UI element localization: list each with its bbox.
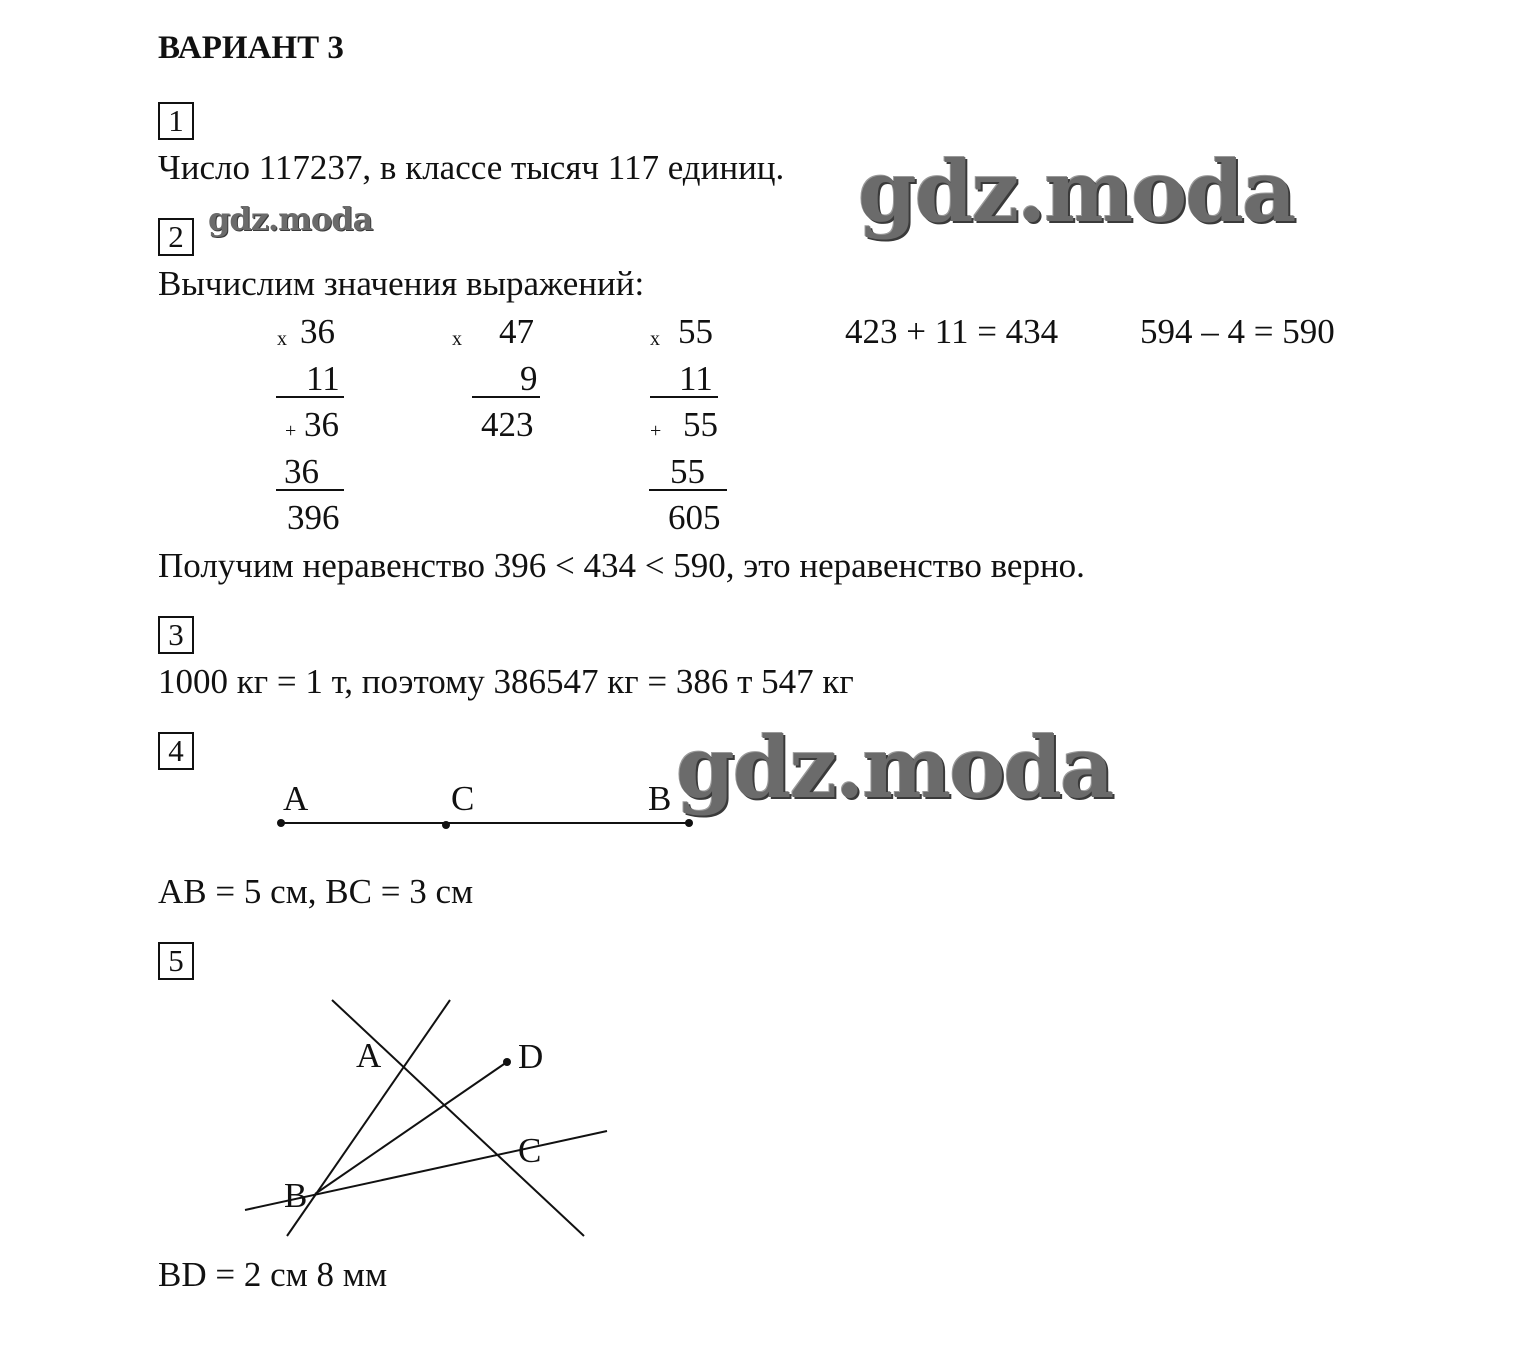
col1-multiplier: 11 xyxy=(306,359,340,398)
multiply-sign: x xyxy=(650,328,660,350)
task-2-conclusion: Получим неравенство 396 < 434 < 590, это неравенство верно. xyxy=(158,546,1085,585)
label-c: C xyxy=(451,779,475,818)
watermark-top: gdz.moda xyxy=(858,142,1295,241)
col2-result: 423 xyxy=(481,405,534,444)
label-d: D xyxy=(518,1037,544,1076)
point-d xyxy=(503,1058,511,1066)
multiply-sign: x xyxy=(452,328,462,350)
col2-multiplier: 9 xyxy=(520,359,538,398)
watermark-middle: gdz.moda xyxy=(676,718,1113,817)
task-2-intro: Вычислим значения выражений: xyxy=(158,264,645,303)
plus-sign: + xyxy=(285,420,297,442)
col3-partial-2: 55 xyxy=(670,452,705,491)
col1-multiplicand: 36 xyxy=(300,312,335,351)
col3-multiplier: 11 xyxy=(679,359,713,398)
col3-multiplicand: 55 xyxy=(678,312,713,351)
task-3-text: 1000 кг = 1 т, поэтому 386547 кг = 386 т 547 кг xyxy=(158,662,854,701)
col1-partial-1: 36 xyxy=(304,405,339,444)
task-1-number: 1 xyxy=(158,102,194,140)
expression-2: 594 – 4 = 590 xyxy=(1140,312,1335,351)
col1-partial-2: 36 xyxy=(284,452,319,491)
watermark-small: gdz.moda xyxy=(208,200,373,238)
label-b: B xyxy=(284,1176,308,1215)
expression-1: 423 + 11 = 434 xyxy=(845,312,1059,351)
task-3-number: 3 xyxy=(158,616,194,654)
label-b: B xyxy=(648,779,672,818)
page-title: ВАРИАНТ 3 xyxy=(158,30,344,66)
col2-multiplicand: 47 xyxy=(499,312,534,351)
task-4-number: 4 xyxy=(158,732,194,770)
task-4-answer: AB = 5 см, BC = 3 см xyxy=(158,872,474,911)
label-a: A xyxy=(283,779,309,818)
label-c: C xyxy=(518,1131,542,1170)
multiply-sign: x xyxy=(277,328,287,350)
col3-partial-1: 55 xyxy=(683,405,718,444)
task-1-text: Число 117237, в классе тысяч 117 единиц. xyxy=(158,148,785,187)
task-2-number: 2 xyxy=(158,218,194,256)
label-a: A xyxy=(356,1036,382,1075)
col1-result: 396 xyxy=(287,498,340,537)
col3-result: 605 xyxy=(668,498,721,537)
task-5-number: 5 xyxy=(158,942,194,980)
task-5-answer: BD = 2 см 8 мм xyxy=(158,1255,388,1294)
plus-sign: + xyxy=(650,420,662,442)
